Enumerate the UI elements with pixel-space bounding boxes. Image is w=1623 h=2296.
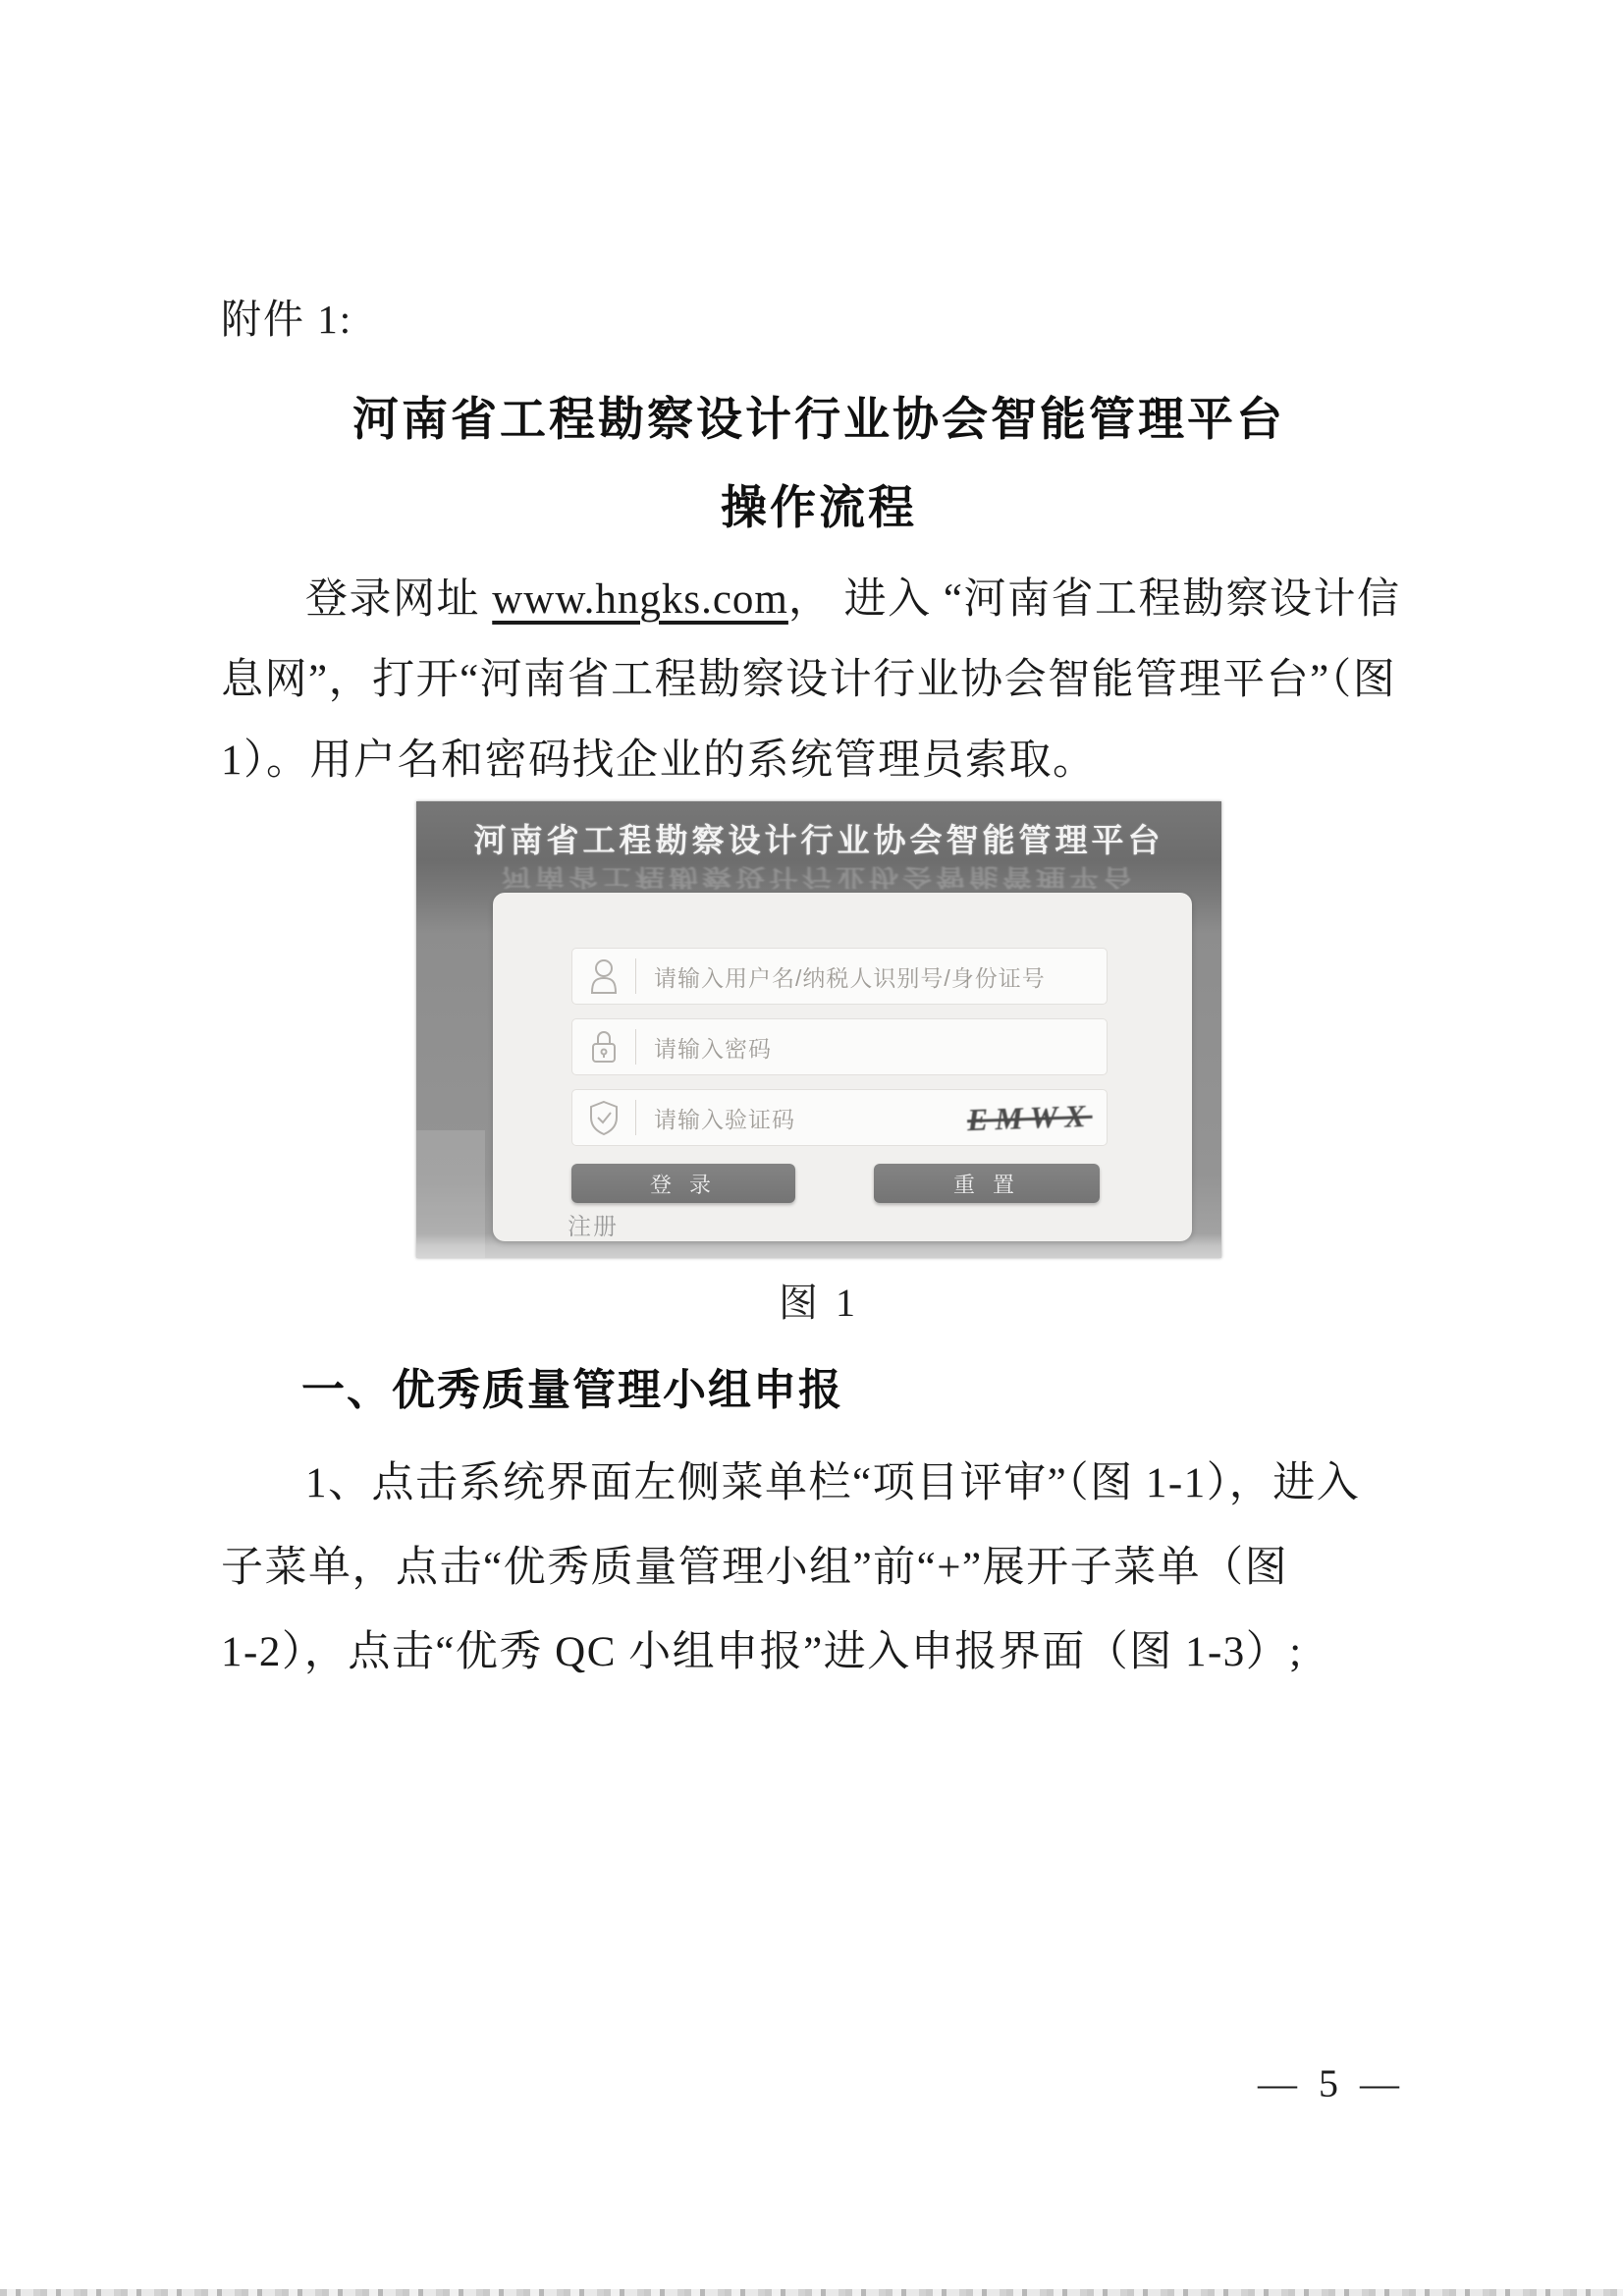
- attachment-label: 附件 1:: [221, 297, 353, 342]
- document-title-line2: 操作流程: [721, 481, 917, 533]
- password-input[interactable]: [571, 1018, 1108, 1075]
- paragraph-line: 1）。用户名和密码找企业的系统管理员索取。: [221, 738, 1097, 784]
- paragraph-line: 1-2），点击“优秀 QC 小组申报”进入申报界面（图 1-3）;: [221, 1629, 1303, 1675]
- text-segment: 登录网址: [305, 576, 493, 623]
- document-title-line1: 河南省工程勘察设计行业协会智能管理平台: [352, 393, 1285, 445]
- scan-edge-artifact: [0, 2289, 1623, 2296]
- field-divider: [635, 1029, 636, 1065]
- paragraph-line: [221, 560, 1417, 640]
- document-content: [221, 0, 1417, 1695]
- paragraph-login-instructions: [221, 560, 1417, 801]
- figure-1-login-screenshot: [416, 801, 1221, 1258]
- captcha-placeholder: 请输入验证码: [654, 1106, 795, 1132]
- scan-light-artifact: [416, 1130, 485, 1258]
- paragraph-line: 1、点击系统界面左侧菜单栏“项目评审”（图 1-1），进入: [305, 1460, 1361, 1506]
- button-row: [571, 1164, 1108, 1203]
- captcha-input[interactable]: [571, 1089, 1108, 1146]
- figure-1-caption: 图 1: [779, 1281, 859, 1325]
- username-input[interactable]: [571, 948, 1108, 1005]
- username-placeholder: 请输入用户名/纳税人识别号/身份证号: [654, 964, 1046, 991]
- section-1-heading: 一、优秀质量管理小组申报: [301, 1366, 843, 1414]
- captcha-image[interactable]: EMWX: [966, 1097, 1094, 1137]
- login-page-header: [416, 801, 1221, 896]
- login-button[interactable]: 登 录: [571, 1164, 795, 1203]
- paragraph-line: 子菜单，点击“优秀质量管理小组”前“+”展开子菜单（图: [221, 1545, 1289, 1591]
- field-divider: [635, 958, 636, 994]
- website-url: www.hngks.com: [492, 576, 788, 623]
- login-page-title: 河南省工程勘察设计行业协会智能管理平台: [473, 822, 1164, 858]
- page-number: — 5 —: [1258, 2061, 1405, 2105]
- register-link[interactable]: 注册: [568, 1214, 619, 1240]
- user-icon: [572, 957, 635, 995]
- field-divider: [635, 1100, 636, 1135]
- shield-check-icon: [572, 1099, 635, 1136]
- text-segment: ， 进入 “河南省工程勘察设计信: [787, 576, 1401, 623]
- password-placeholder: 请输入密码: [654, 1035, 772, 1062]
- paragraph-step-1: [221, 1442, 1417, 1695]
- login-page-title-reflection: 河南省工程勘察设计行业协会智能管理平台: [502, 863, 1136, 890]
- paragraph-line: 息网”，打开“河南省工程勘察设计行业协会智能管理平台”（图: [221, 657, 1397, 703]
- reset-button[interactable]: 重 置: [874, 1164, 1100, 1203]
- login-card: [493, 893, 1192, 1241]
- document-title: [221, 375, 1417, 552]
- lock-icon: [572, 1028, 635, 1066]
